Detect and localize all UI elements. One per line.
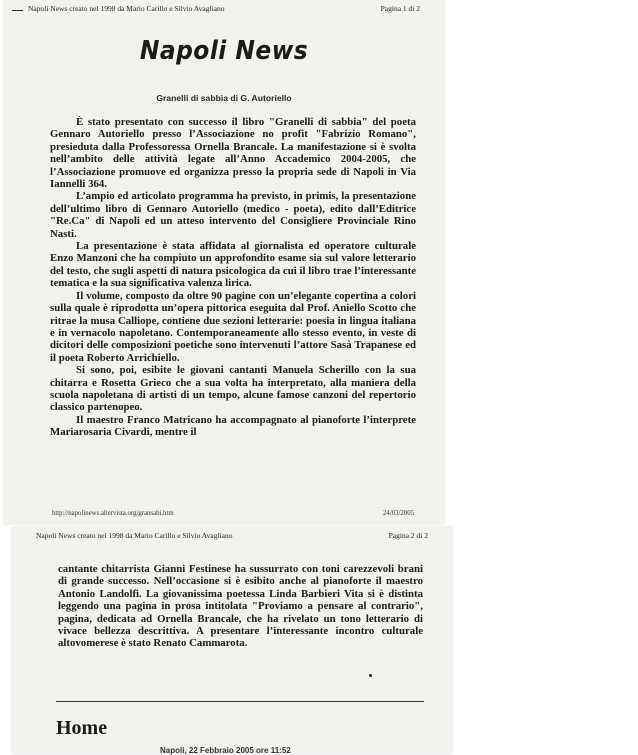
article-paragraph: È stato presentato con successo il libro "Granelli di sabbia" del poeta Gennaro Autoriello presso l’Associazione no profit "Fabrizio Romano", presieduta dalla Professoressa Ornella Brancale. La manifestazione si è svolta nell’ambito delle attività legate all’Anno Accademico 2004-2005, che l’Associazione promuove ed organizza presso la propria sede di Napoli in Via Iannelli 364. — [50, 116, 416, 191]
article-paragraph: La presentazione è stata affidata al giornalista ed operatore culturale Enzo Manzoni che ha compiuto un approfondito esame sia sul valore letterario del testo, che sugli aspetti di natura psicologica da cui il libro trae l’interessante tematica e la sua significativa valenza lirica. — [50, 240, 416, 290]
page-number: Pagina 2 di 2 — [388, 531, 428, 540]
page-header-left: Napoli News creato nel 1998 da Mario Carillo e Silvio Avagliano — [28, 4, 225, 13]
stray-dot — [369, 674, 372, 677]
article-paragraph: Il volume, composto da oltre 90 pagine con un’elegante copertina a colori sulla quale è riprodotta un’opera pittorica eseguita dal Prof. Aniello Scotto che ritrae la musa Calliope, contiene due sezioni letterarie: poesia in lingua italiana e in vernacolo napoletano. Contemporaneamente allo stesso evento, in veste di dicitori delle composizioni poetiche sono intervenuti l’attore Sasà Trapanese ed il poeta Roberto Arrichiello. — [50, 289, 416, 364]
napoli-news-logo: Napoli News — [139, 36, 309, 66]
page-footer-date: 24/03/2005 — [383, 510, 414, 517]
article-title: Granelli di sabbia di G. Autoriello — [156, 93, 292, 103]
page-number: Pagina 1 di 2 — [380, 4, 420, 13]
document-page-2 — [12, 527, 452, 754]
article-paragraph: cantante chitarrista Gianni Festinese ha sussurrato con toni carezzevoli brani di grande successo. Nell’occasione si è esibito anche al pianoforte il maestro Antonio Landolfi. La giovanissima poetessa Linda Barbieri Vita si è distinta leggendo una pagina in prosa intitolata "Proviamo a pensare al contrario", pagina, dedicata ad Ornella Brancale, che ha rivelato un tono letterario di vivace bellezza descrittiva. A presentare l’interessante incontro culturale altovomerese è stato Renato Cammarota. — [58, 563, 423, 650]
divider-rule — [56, 701, 424, 702]
article-body-continued — [58, 563, 423, 650]
article-paragraph: Si sono, poi, esibite le giovani cantanti Manuela Scherillo con la sua chitarra e Rosetta Grieco che a sua volta ha interpretato, alla maniera della scuola napoletana di artisti di un tempo, alcune famose canzoni del repertorio classico partenopeo. — [50, 364, 416, 414]
page-header-left: Napoli News creato nel 1998 da Mario Carillo e Silvio Avagliano — [36, 531, 233, 540]
article-paragraph: L’ampio ed articolato programma ha previsto, in primis, la presentazione dell’ultimo libro di Gennaro Autoriello (medico - poeta), edito dall’Editrice "Re.Ca" di Napoli ed un atteso intervento del Consigliere Provinciale Rino Nasti. — [50, 190, 416, 240]
home-link[interactable]: Home — [56, 717, 108, 739]
binder-mark — [12, 10, 23, 11]
dateline: Napoli, 22 Febbraio 2005 ore 11:52 — [160, 746, 291, 755]
article-paragraph: Il maestro Franco Matricano ha accompagnato al pianoforte l’interprete Mariarosaria Civardi, mentre il — [50, 413, 416, 439]
article-body — [50, 116, 416, 439]
page-footer-url: http://napolinews.altervista.org/gransabi.htm — [52, 510, 174, 517]
document-page-1 — [4, 0, 444, 524]
